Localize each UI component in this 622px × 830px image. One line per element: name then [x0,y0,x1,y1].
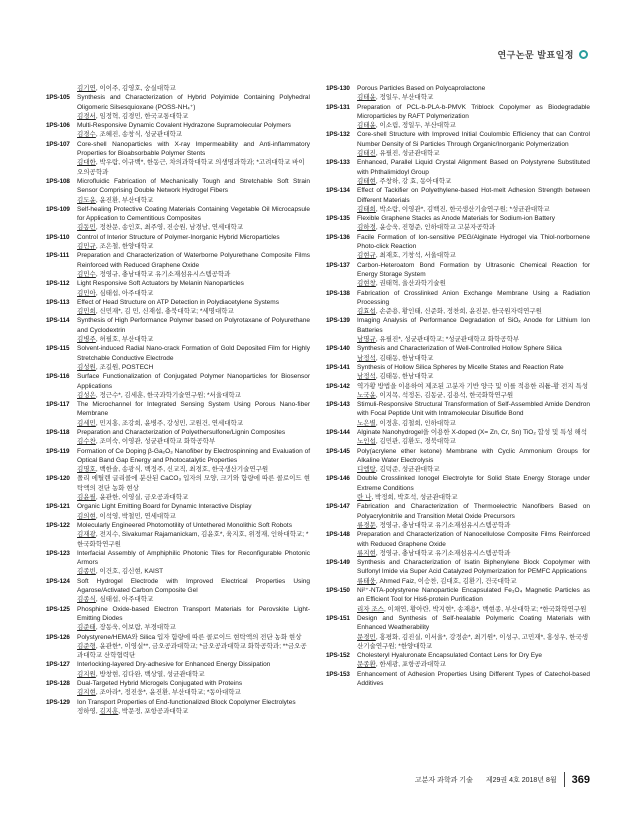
entry-first-author: 김태진 [357,150,376,158]
entry-code: 1PS-125 [46,605,70,613]
entry-authors: 김태진, 유필진, 성균관대학교 [357,150,440,158]
entry-authors: 류경문, 정영규, 충남대학교 유기소재섬유시스템공학과 [357,521,511,529]
entry-first-author: 김지훈 [99,707,119,715]
presentation-entry [46,93,310,121]
entry-code: 1PS-120 [46,475,70,483]
entry-code: 1PS-112 [46,280,70,288]
entry-authors: 김태윤, 이소림, 정일두, 부산대학교 [357,122,456,130]
page-header-title: 연구논문 발표일정 [497,50,574,60]
entry-code: 1PS-134 [326,187,350,195]
entry-code: 1PS-111 [46,252,70,260]
entry-first-author: 김도윤 [77,196,96,204]
entry-title: Polystyrene/HEMA와 Silica 입자 함량에 따른 콜로이드 현탁액의 전단 농화 현상 [77,633,302,641]
entry-title: Preparation and Characterization of Waterborne Polyurethane Composite Films Reinforced with Reduced Graphene Oxide [77,252,310,269]
presentation-entry [46,633,310,661]
entry-authors: 노은별, 이정훈, 김철희, 인하대학교 [357,419,456,427]
presentation-entry [326,558,590,586]
presentation-entry [326,474,590,502]
entry-first-author: 김현규 [357,252,376,260]
entry-authors: 남명규, 유필진*, 성균관대학교; *성균관대학교 화학공학부 [357,336,520,344]
entry-code: 1PS-148 [326,531,350,539]
entry-authors: 정하영, 김지훈, 박문정, 포항공과대학교 [77,707,189,715]
entry-code: 1PS-137 [326,261,350,269]
entry-authors: 김경서, 임정혁, 김경민, 한국교통대학교 [77,112,189,120]
entry-first-author: 김재광 [77,531,96,539]
entry-title: Enhanced, Parallel Liquid Crystal Alignment Based on Polystyrene Substituted with Phthalimidoyl Group [357,159,590,176]
entry-authors: 김종식, 심태섭, 아주대학교 [77,596,154,604]
entry-first-author: 김명호 [77,466,96,474]
presentation-entry [326,214,590,233]
entry-code: 1PS-105 [46,94,70,102]
entry-authors: 김지원, 방창현, 김다완, 백상열, 성균관대학교 [77,670,205,678]
entry-first-author: 류경문 [357,521,376,529]
entry-authors: 디엠탕, 김덕준, 성균관대학교 [357,466,440,474]
entry-first-author: 류지현 [357,549,376,557]
entry-title: Stimuli-Responsive Structural Transformation of Self-Assembled Amide Dendron with Focal Peptide Unit with Intramolecular Disulfide Bond [357,401,590,418]
entry-first-author: 노인섭 [357,438,376,446]
entry-authors: 리자 조스, 이채연, 황아란, 박지현*, 송재용*, 백현종, 부산대학교; *한국화학연구원 [357,605,587,613]
entry-title: Dual-Targeted Hybrid Microgels Conjugated with Proteins [77,680,243,687]
presentation-entry [46,521,310,549]
entry-code: 1PS-153 [326,670,350,678]
entry-title: Control of Interior Structure of Polymer-Inorganic Hybrid Microparticles [77,233,280,241]
entry-code: 1PS-149 [326,559,350,567]
entry-code: 1PS-130 [326,85,350,92]
entry-authors: 김윤필, 윤관한, 이영실, 금오공과대학교 [77,494,189,502]
entry-first-author: 문경민 [357,633,376,641]
entry-authors: 김지현, 조아라*, 정진웅*, 윤진환, 부산대학교; *동아대학교 [77,689,241,697]
presentation-entry [46,372,310,400]
entry-authors: 문경민, 홍평화, 김진실, 이서울*, 강정순*, 최기원*, 이성구, 고민재*, 홍성우, 한국생산기술연구원; *한양대학교 [357,633,589,650]
column-left [46,84,310,716]
entry-code: 1PS-136 [326,233,350,241]
entry-code: 1PS-116 [46,373,70,381]
presentation-entry [326,670,590,689]
entry-code: 1PS-129 [46,698,70,706]
entry-first-author: 김준태 [77,624,96,632]
entry-first-author: 남정석 [357,373,376,381]
entry-title: Carbon-Heteroatom Bond Formation by Ultrasonic Chemical Reaction for Energy Storage System [357,261,590,278]
presentation-entry [46,400,310,428]
entry-authors: 김준태, 장동욱, 이보람, 부경대학교 [77,624,176,632]
entry-title: The Microchannel for Integrated Sensing System Using Porous Nano-fiber Membrane [77,401,310,418]
entry-authors: 란 나, 박정희, 박호석, 성균관대학교 [357,494,458,502]
entry-title: Synthesis of Hollow Silica Spheres by Micelle States and Reaction Rate [357,363,564,371]
entry-code: 1PS-121 [46,503,70,511]
footer-page-number: 369 [571,773,590,786]
entry-code: 1PS-152 [326,652,350,660]
entry-authors: 김태희, 박소람, 이영관*, 김백진, 한국생산기술연구원; *성균관대학교 [357,205,550,213]
entry-title: Phosphine Oxide-based Electron Transport Materials for Perovskite Light-Emitting Diodes [77,605,310,622]
entry-first-author: 김경수 [77,131,96,139]
entry-authors: 노인섭, 김민관, 김환도, 경북대학교 [357,438,456,446]
entry-first-author: 류태웅 [357,577,376,585]
entry-code: 1PS-150 [326,587,350,595]
entry-code: 1PS-126 [46,633,70,641]
entry-first-author: 디엠탕 [357,466,376,474]
entry-authors: 김민희, 신민재*, 김 민, 신재섭, 충북대학교; *세명대학교 [77,308,234,316]
entry-first-author: 김수찬 [77,438,96,446]
presentation-entry [46,279,310,298]
presentation-entry [46,298,310,317]
entry-first-author: 김종식 [77,596,96,604]
entry-title: Synthesis of High Performance Polymer based on Polyrotaxane of Polyurethane and Cyclodextrin [77,317,310,334]
presentation-entry [46,577,310,605]
entry-first-author: 노은별 [357,419,376,427]
entry-first-author: 남정석 [357,354,376,362]
entry-code: 1PS-124 [46,577,70,585]
entry-title: Multi-Responsive Dynamic Covalent Hydrazone Supramolecular Polymers [77,122,291,130]
entry-title: Ni²⁺-NTA-polystyrene Nanoparticle Encapsulated Fe₃O₄ Magnetic Particles as an Efficient Tool for His6-protein Purification [357,587,590,604]
footer-divider [564,772,565,787]
entry-code: 1PS-151 [326,614,350,622]
entry-code: 1PS-147 [326,503,350,511]
presentation-entry [326,363,590,382]
entry-title: Ion Transport Properties of End-functionalized Block Copolymer Electrolytes [77,698,296,706]
entry-title: Flexible Graphene Stacks as Anode Materials for Sodium-ion Battery [357,215,555,223]
entry-authors: 노국윤, 이지목, 석정돈, 김동균, 김용석, 한국화학연구원 [357,391,514,399]
presentation-entry [46,177,310,205]
entry-first-author: 김경서 [77,112,96,120]
entry-authors: 김세민, 민지홍, 조강희, 윤병주, 강성민, 고원건, 연세대학교 [77,419,244,427]
entry-authors: 김하경, 윤승욱, 진형준, 인하대학교 고분자공학과 [357,224,496,232]
entry-title: Alginate Nanohydrogel을 이용한 X-doped (X= Zn, Cr, Sn) TiO₂ 합성 및 특성 해석 [357,428,588,436]
entry-code: 1PS-131 [326,103,350,111]
entry-title: Solvent-induced Radial Nano-crack Formation of Gold Deposited Film for Highly Stretchable Conductive Electrode [77,345,310,362]
entry-title: Preparation and Characterization of Polyethersulfone/Lignin Composites [77,428,286,436]
entry-first-author: 김성원 [77,363,96,371]
entry-first-author: 김민아 [77,289,96,297]
entry-authors: 남정석, 김태동, 한남대학교 [357,373,434,381]
presentation-entry [46,251,310,279]
entry-authors: 김경수, 조혜진, 송창식, 성균관대학교 [77,131,183,139]
footer-journal-title: 고분자 과학과 기술 [414,776,473,784]
entry-code: 1PS-128 [46,680,70,687]
entry-first-author: 김태현 [357,177,376,185]
presentation-entry [326,530,590,558]
entry-title: 폴리 에틸렌 글리콜에 분산된 CaCO₃ 입자의 모양, 크기와 함량에 따른 콜로이드 현탁액의 전단 농화 현상 [77,475,310,492]
entry-code: 1PS-139 [326,317,350,325]
entry-authors: 남정석, 김태동, 한남대학교 [357,354,434,362]
entry-first-author: 김대한 [77,159,96,167]
presentation-entry [326,103,590,131]
entry-first-author: 김성은 [77,391,96,399]
entry-title: Soft Hydrogel Electrode with Improved Electrical Properties Using Agarose/Activated Carbon Composite Gel [77,577,310,595]
page-header [497,48,588,61]
footer-issue: 제29권 4호 2018년 8월 [485,776,557,784]
entry-code: 1PS-107 [46,140,70,148]
entry-code: 1PS-142 [326,382,350,390]
entry-title: Interlocking-layered Dry-adhesive for Enhanced Energy Dissipation [77,661,271,669]
entry-first-author: 김하경 [357,224,376,232]
entry-title: Synthesis and Characterization of Well-Controlled Hollow Sphere Silica [357,345,562,353]
entry-code: 1PS-123 [46,549,70,557]
presentation-entry [326,614,590,651]
entry-authors: 김민수, 정영규, 충남대학교 유기소재섬유시스템공학과 [77,270,231,278]
entry-authors: 김현창, 권태혁, 울산과학기술원 [357,280,446,288]
entry-first-author: 김종빈 [77,568,96,576]
entry-code: 1PS-106 [46,122,70,130]
presentation-entry [46,698,310,717]
presentation-entry [326,130,590,158]
presentation-entry [326,382,590,401]
entry-code: 1PS-141 [326,363,350,371]
entry-title: Preparation and Characterization of Nanocellulose Composite Films Reinforced with Reduced Graphene Oxide [357,531,590,548]
presentation-entry [46,140,310,177]
entry-authors: 김태윤, 정일두, 부산대학교 [357,94,434,102]
entry-title: Poly(acrylene ether ketone) Membrane with Cyclic Ammonium Groups for Alkaline Water Electrolysis [357,447,590,464]
entry-title: Fabrication of Crosslinked Anion Exchange Membrane Using a Radiation Processing [357,289,590,306]
presentation-entry [326,344,590,363]
presentation-entry [46,474,310,502]
entry-authors: 김재광, 전지수, Sivakumar Rajamanickam, 김윤호*, 육지호, 위정재, 인하대학교; *한국화학연구원 [77,531,309,548]
entry-first-author: 김민희 [77,308,96,316]
entry-code: 1PS-127 [46,661,70,669]
entry-first-author: 란 나 [357,494,372,502]
entry-title: Enhancement of Adhesion Properties Using Different Types of Catechol-based Additives [357,670,590,687]
entry-authors: 김준형, 윤관한*, 이영실**, 금오공과대학교; *금오공과대학교 화학공학과; **금오공과대학교 산학협력단 [77,642,307,660]
entry-first-author: 남명규 [357,336,376,344]
entry-authors: 류태웅, Ahmed Faiz, 이승찬, 김대호, 김환기, 건국대학교 [357,577,517,585]
entry-authors: 류지현, 정영규, 충남대학교 유기소재섬유시스템공학과 [357,549,511,557]
entry-first-author: 김민수 [77,270,96,278]
entry-first-author: 김효섭 [357,308,376,316]
entry-code: 1PS-138 [326,289,350,297]
entry-code: 1PS-117 [46,401,70,409]
entry-title: Preparation of PCL-b-PLA-b-PMVK Triblock Copolymer as Biodegradable Microparticles by RAFT Polymerization [357,103,590,120]
presentation-entry [326,289,590,317]
entry-title: Organic Light Emitting Board for Dynamic Interactive Display [77,503,252,511]
entry-authors: 김태현, 주창하, 강 효, 동아대학교 [357,177,452,185]
presentation-entry [326,316,590,344]
presentation-entry [326,261,590,289]
ring-bullet-icon [579,50,588,59]
entry-code: 1PS-113 [46,298,70,306]
presentation-entry [46,428,310,447]
presentation-entry [46,205,310,233]
entry-first-author: 김의현 [77,512,96,520]
entry-code: 1PS-140 [326,345,350,353]
entry-title: Formation of Ce Doping β-Ga₂O₃ Nanofiber by Electrospinning and Evaluation of Optical Band Gap Energy and Photocatalytic Properties [77,447,310,464]
entry-authors: 김동민, 정찬문, 송인호, 최주영, 진승원, 남경남, 연세대학교 [77,224,244,232]
entry-first-author: 김태윤 [357,94,376,102]
presentation-entry [326,233,590,261]
entry-authors: 김민아, 심태섭, 아주대학교 [77,289,154,297]
entry-title: 역가황 방법을 이용하여 제조된 고분자 기반 양극 및 이를 적용한 리튬-황 전지 특성 [357,382,589,390]
entry-first-author: 김지원 [77,670,96,678]
entry-code: 1PS-108 [46,177,70,185]
entry-title: Design and Synthesis of Self-healable Polymeric Coating Materials with Enhanced Weatherability [357,614,590,632]
entry-authors: 김명호, 백한솔, 송광식, 백정주, 신교직, 최경호, 한국생산기술연구원 [77,466,269,474]
entry-authors: 김민규, 조은철, 한양대학교 [77,243,154,251]
presentation-entry [46,84,310,93]
presentation-entry [326,84,590,103]
entry-code: 1PS-118 [46,428,70,436]
presentation-entry [46,549,310,577]
presentation-entry [326,400,590,428]
entry-title: Fabrication and Characterization of Thermoelectric Nanofibers Based on Polyacrylonitrile and Transition Metal Oxide Precursors [357,503,590,520]
entry-title: Light Responsive Soft Actuators by Melanin Nanoparticles [77,280,244,288]
entry-title: Surface Functionalization of Conjugated Polymer Nanoparticles for Biosensor Applications [77,373,310,390]
entry-title: Imaging Analysis of Performance Degradation of SiOₓ Anode for Lithium Ion Batteries [357,317,590,334]
entry-title: Facile Formation of Ion-sensitive PEG/Alginate Hydrogel via Thiol-norbornene Photo-click Reaction [357,233,590,251]
entry-first-author: 리자 조스 [357,605,384,613]
entry-code: 1PS-133 [326,159,350,167]
entry-code: 1PS-143 [326,401,350,409]
entry-authors: 문종환, 한세광, 포항공과대학교 [357,661,446,669]
entry-title: Effect of Tackifier on Polyethylene-based Hot-melt Adhesion Strength between Different Materials [357,187,590,204]
entry-title: Double Crosslinked Ionogel Electrolyte for Solid State Energy Storage under Extreme Conditions [357,475,590,492]
entry-first-author: 김기연 [77,85,96,92]
entry-authors: 김기연, 이이주, 김영호, 숭실대학교 [77,85,176,92]
entry-title: Self-healing Protective Coating Materials Containing Vegetable Oil Microcapsule for Application to Cementitious Composites [77,205,310,223]
entry-title: Synthesis and Characterization of Isatin Biphenylene Block Copolymer with Sulfonyl Imide via Super Acid Catalyzed Polymerization for PEMFC Applications [357,559,590,576]
entry-authors: 김의현, 이석영, 박철민, 연세대학교 [77,512,176,520]
presentation-entry [46,679,310,698]
presentation-entry [326,186,590,214]
entry-title: Molecularly Engineered Photomotility of Untethered Monolithic Soft Robots [77,521,292,529]
entry-code: 1PS-144 [326,428,350,436]
presentation-entry [326,428,590,447]
entry-first-author: 김태윤 [357,122,376,130]
entry-code: 1PS-122 [46,521,70,529]
entry-code: 1PS-135 [326,215,350,223]
entry-first-author: 문종환 [357,661,376,669]
entry-first-author: 김윤필 [77,494,96,502]
entry-first-author: 김민규 [77,243,96,251]
entry-code: 1PS-110 [46,233,70,241]
entry-first-author: 노국윤 [357,391,376,399]
presentation-entry [46,233,310,252]
entry-title: Synthesis and Characterization of Hybrid Polyimide Containing Polyhedral Oligomeric Silsesquioxane (POSS-NH₄⁺) [77,94,310,111]
presentation-entry [46,344,310,372]
entry-first-author: 김동민 [77,224,96,232]
entry-code: 1PS-109 [46,205,70,213]
entry-code: 1PS-115 [46,345,70,353]
entry-first-author: 김태희 [357,205,376,213]
entry-title: Cholesteryl Hyaluronate Encapsulated Contact Lens for Dry Eye [357,652,542,660]
entry-authors: 김효섭, 손준용, 황인태, 신준화, 정찬희, 윤진문, 한국원자력연구원 [357,308,542,316]
entry-title: Effect of Head Structure on ATP Detection in Polydiacetylene Systems [77,298,279,306]
presentation-entry [46,605,310,633]
presentation-entry [46,316,310,344]
presentation-entry [326,651,590,670]
entry-authors: 김수찬, 조미숙, 이영관, 성균관대학교 화학공학부 [77,438,216,446]
entry-first-author: 김지현 [77,689,96,697]
entry-code: 1PS-119 [46,447,70,455]
entry-title: Core-shell Nanoparticles with X-ray Impermeability and Anti-inflammatory Properties for Bioabsorbable Polymer Stents [77,140,310,158]
entry-authors: 김병주, 허필호, 부산대학교 [77,336,154,344]
entry-authors: 김대한, 박우람, 이규백*, 한동근, 차의과학대학교 의생명과학과; *고려대학교 바이오의공학과 [77,159,305,176]
entry-code: 1PS-145 [326,447,350,455]
entry-code: 1PS-132 [326,131,350,139]
presentation-entry [46,447,310,475]
entry-first-author: 김병주 [77,336,96,344]
entry-first-author: 김세민 [77,419,96,427]
presentation-entry [326,502,590,530]
entry-code: 1PS-114 [46,317,70,325]
entry-authors: 김성원, 조길원, POSTECH [77,363,154,371]
presentation-list [46,84,590,716]
presentation-entry [326,158,590,186]
presentation-entry [46,121,310,140]
entry-title: Microfluidic Fabrication of Mechanically Tough and Stretchable Soft Strain Sensor Comprising Double Network Hydrogel Fibers [77,177,310,195]
entry-title: Core-shell Structure with Improved Initial Coulombic Efficiency that can Control Number Density of Si Particles Through Organic/Inorganic Polymerization [357,131,590,148]
entry-title: Porous Particles Based on Polycaprolactone [357,85,486,92]
entry-first-author: 김현창 [357,280,376,288]
entry-first-author: 김준형 [77,642,96,650]
column-right [326,84,590,716]
entry-title: Interfacial Assembly of Amphiphilic Photonic Tiles for Reconfigurable Photonic Armors [77,549,310,567]
presentation-entry [326,447,590,475]
entry-authors: 김성은, 정근수*, 김세훈, 한국과학기술연구원; *서울대학교 [77,391,241,399]
page-footer [415,772,590,787]
presentation-entry [326,586,590,614]
entry-authors: 김도윤, 윤진환, 부산대학교 [77,196,154,204]
entry-authors: 김종빈, 이건호, 김신현, KAIST [77,568,164,576]
entry-code: 1PS-146 [326,475,350,483]
presentation-entry [46,660,310,679]
presentation-entry [46,502,310,521]
entry-authors: 김현규, 최재호, 기창석, 서울대학교 [357,252,456,260]
